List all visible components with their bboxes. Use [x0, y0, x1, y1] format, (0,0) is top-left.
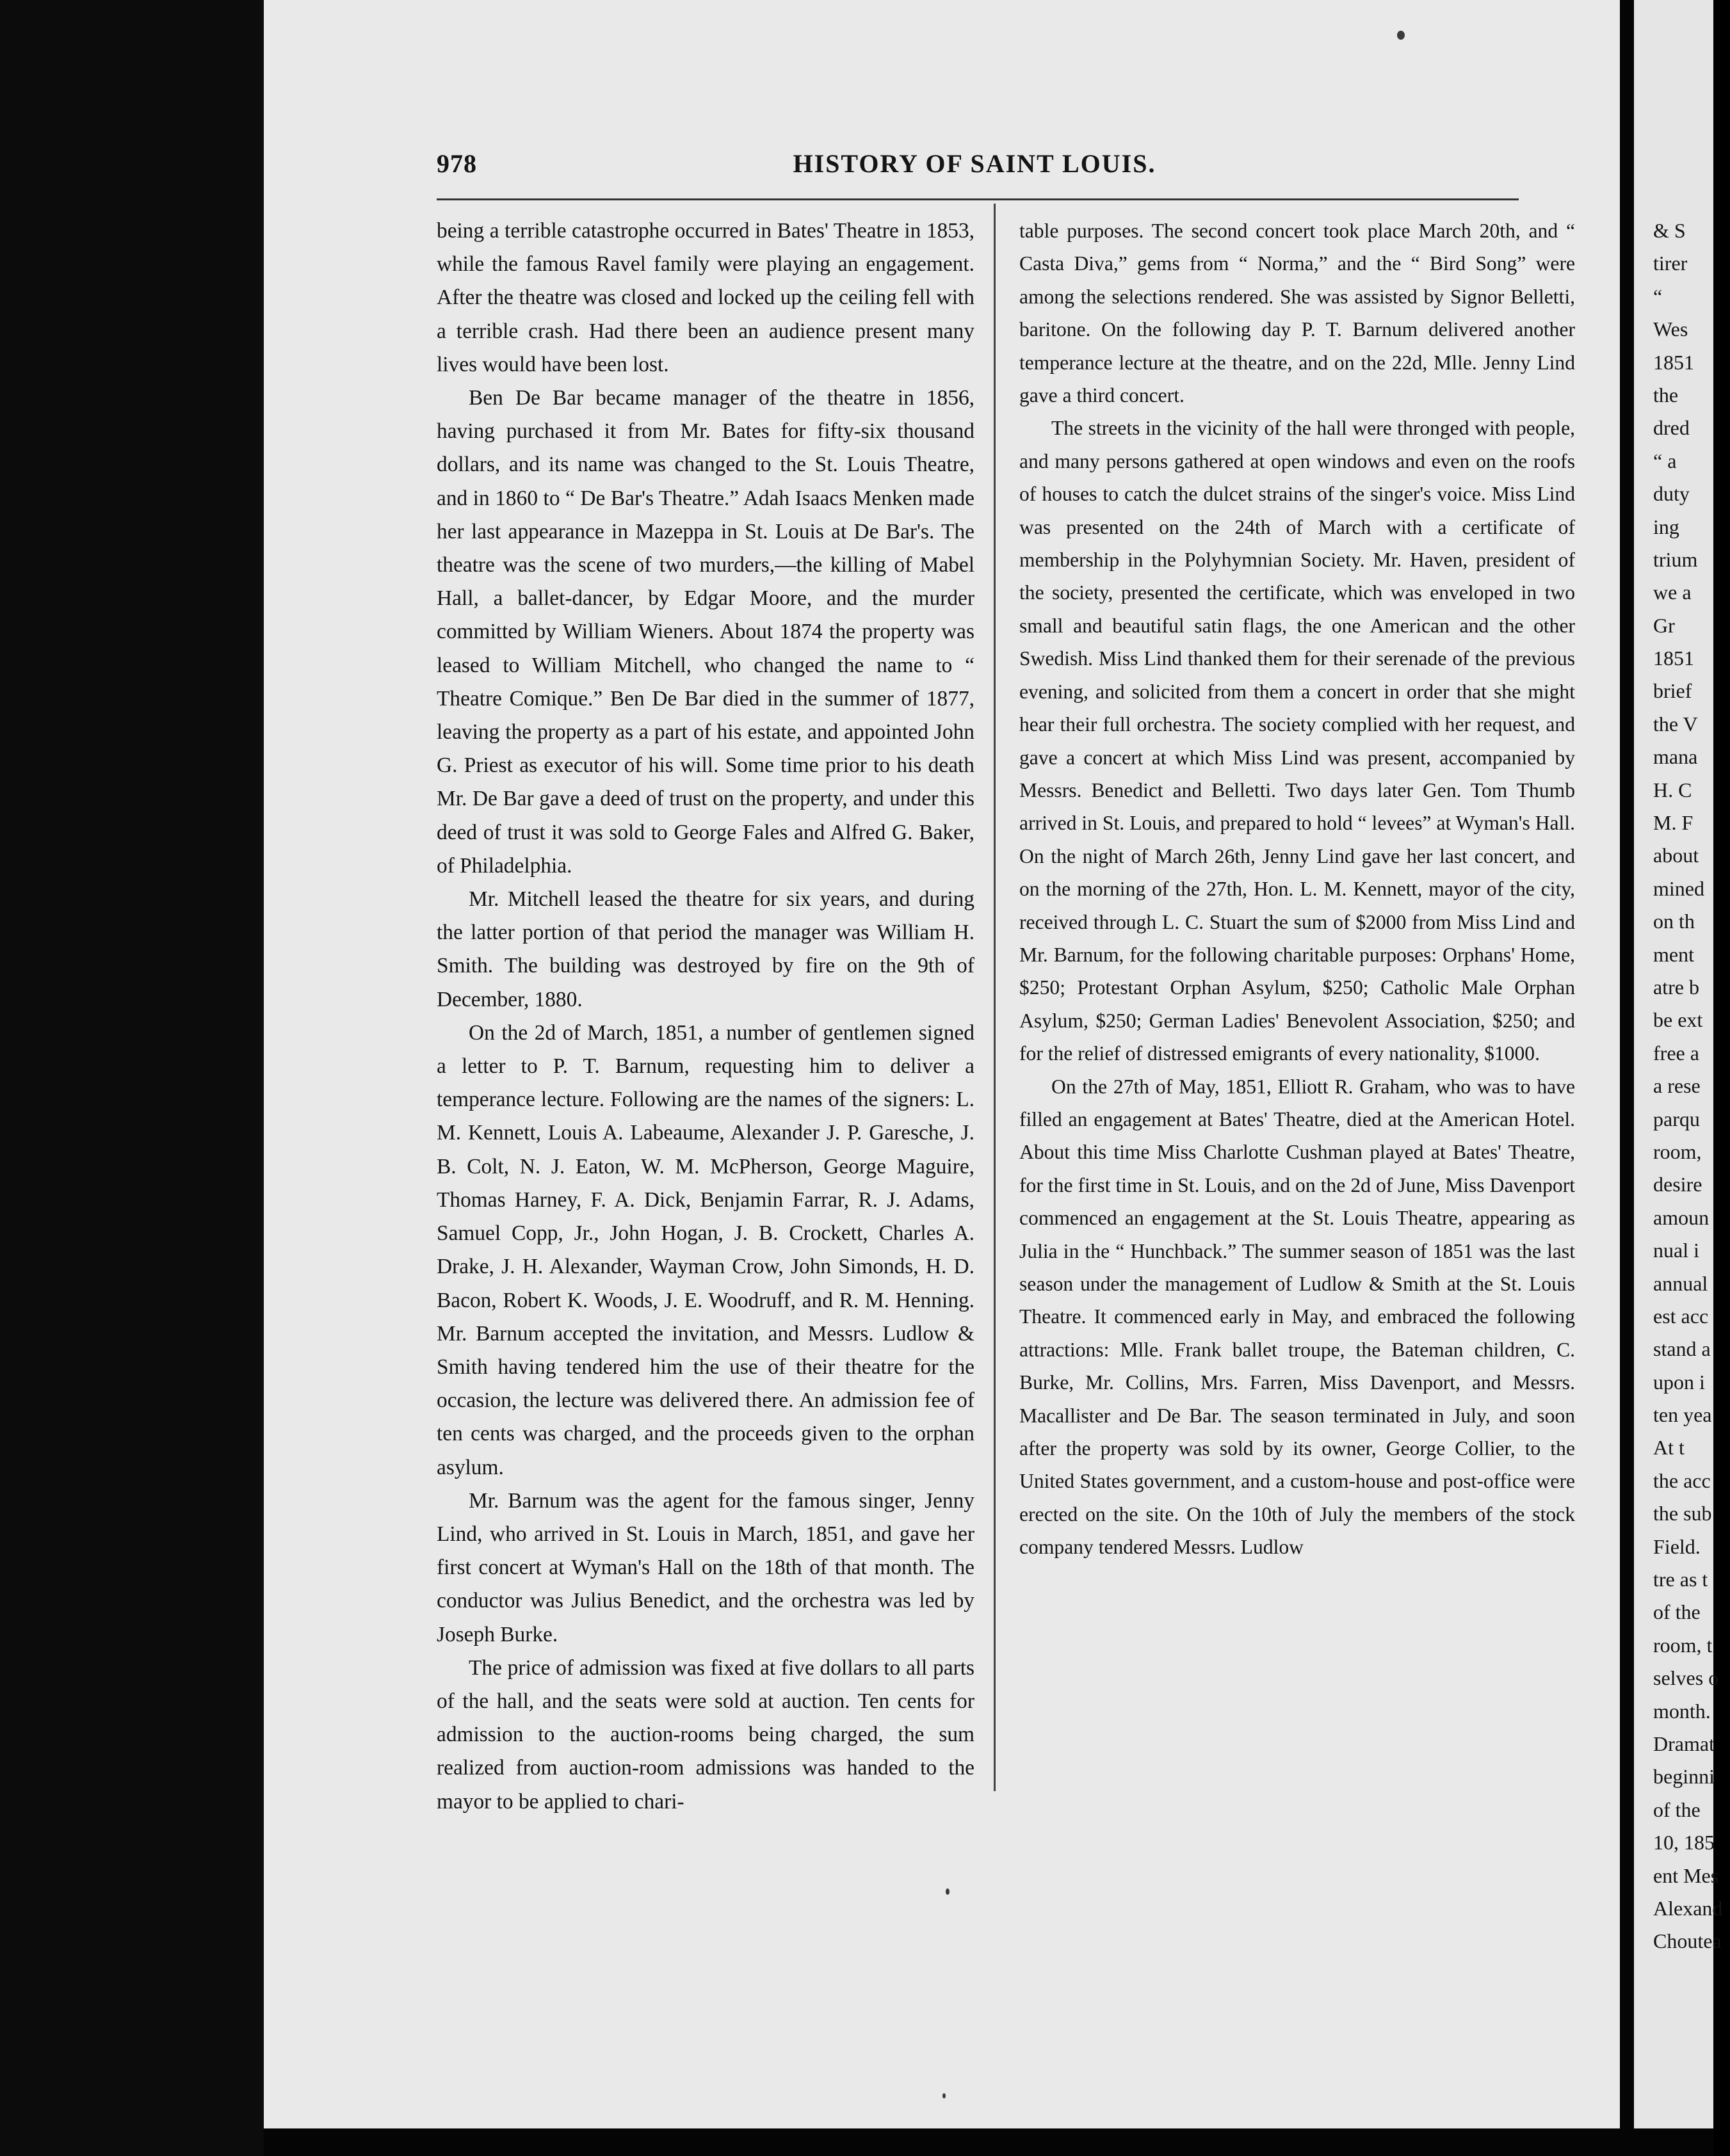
paragraph: On the 2d of March, 1851, a number of gentlemen signed a letter to P. T. Barnum, requesting him to deliver a temperance lecture. Following are the names of the signers: L. M. Kennett, Louis A. Labeaume, Alexander J. P. Garesche, J. B. Colt, N. J. Eaton, W. M. McPherson, George Maguire, Thomas Harney, F. A. Dick, Benjamin Farrar, R. J. Adams, Samuel Copp, Jr., John Hogan, J. B. Crockett, Charles A. Drake, J. H. Alexander, Wayman Crow, John Simonds, H. D. Bacon, Robert K. Woods, J. E. Woodruff, and R. M. Henning. Mr. Barnum accepted the invitation, and Messrs. Ludlow & Smith having tendered him the use of their theatre for the occasion, the lecture was delivered there. An admission fee of ten cents was charged, and the proceeds given to the orphan asylum.: [437, 1020, 974, 1479]
text-fragment: room,: [1653, 1139, 1702, 1163]
running-title: HISTORY OF SAINT LOUIS.: [793, 149, 1156, 178]
paragraph: The streets in the vicinity of the hall were thronged with people, and many persons gathered at open windows and even on the roofs of houses to catch the dulcet strains of the singer's voice. Miss Lind was presented on the 24th of March with a certificate of membership in the Polyhymnian Society. Mr. Haven, president of the society, presented the certificate, which was enveloped in two small and beautiful satin flags, the one American and the other Swedish. Miss Lind thanked them for their serenade of the previous evening, and solicited from them a concert in order that she might hear their full orchestra. The society complied with her request, and gave a concert at which Miss Lind was present, accompanied by Messrs. Benedict and Belletti. Two days later Gen. Tom Thumb arrived in St. Louis, and prepared to hold “ levees” at Wyman's Hall. On the night of March 26th, Jenny Lind gave her last concert, and on the morning of the 27th, Hon. L. M. Kennett, mayor of the city, received through L. C. Stuart the sum of $2000 from Miss Lind and Mr. Barnum, for the following charitable purposes: Orphans' Home, $250; Protestant Orphan Asylum, $250; Catholic Male Orphan Asylum, $250; German Ladies' Benevolent Association, $250; and for the relief of distressed emigrants of every nationality, $1000.: [1019, 417, 1575, 1065]
text-fragment: upon i: [1653, 1370, 1705, 1394]
text-fragment: Alexand: [1653, 1896, 1723, 1920]
header-rule: [437, 198, 1519, 200]
scan-dark-margin-bottom: [264, 2128, 1713, 2156]
text-fragment: mana: [1653, 745, 1698, 769]
text-fragment: a rese: [1653, 1074, 1701, 1098]
page-978: [264, 0, 1634, 2156]
text-column-right: [1019, 214, 1575, 1564]
text-fragment: est acc: [1653, 1304, 1709, 1328]
next-page-edge: [1634, 0, 1723, 2156]
text-column-left: [437, 214, 974, 1819]
text-fragment: H. C: [1653, 778, 1692, 801]
text-fragment: the: [1653, 383, 1679, 406]
page-header: [437, 149, 1512, 193]
paragraph: Mr. Mitchell leased the theatre for six years, and during the latter portion of that period the manager was William H. Smith. The building was destroyed by fire on the 9th of December, 1880.: [437, 887, 974, 1011]
text-fragment: Field.: [1653, 1534, 1701, 1558]
text-fragment: we a: [1653, 581, 1692, 604]
text-fragment: ing: [1653, 515, 1679, 538]
paragraph: The price of admission was fixed at five dollars to all parts of the hall, and the seats were sold at auction. Ten cents for admission to the auction-rooms being charged, the sum realized from auction-room admissions was handed to the mayor to be applied to chari-: [437, 1655, 974, 1814]
text-fragment: the sub: [1653, 1502, 1712, 1525]
next-page-fragments: [1653, 214, 1730, 1958]
text-fragment: ment: [1653, 942, 1694, 966]
text-fragment: of the: [1653, 1798, 1701, 1821]
scan-dark-margin-left: [0, 0, 264, 2156]
text-fragment: amoun: [1653, 1205, 1710, 1229]
text-fragment: Gr: [1653, 613, 1675, 637]
text-fragment: ten yea: [1653, 1403, 1712, 1427]
text-fragment: & S: [1653, 219, 1686, 242]
text-fragment: “ a: [1653, 449, 1677, 472]
text-fragment: stand a: [1653, 1337, 1711, 1361]
text-fragment: duty: [1653, 482, 1690, 506]
text-fragment: free a: [1653, 1041, 1699, 1065]
text-fragment: on th: [1653, 910, 1695, 933]
scan-speck: [946, 1888, 950, 1895]
text-fragment: “: [1653, 284, 1663, 308]
paragraph: On the 27th of May, 1851, Elliott R. Graham, who was to have filled an engagement at Bates' Theatre, died at the American Hotel. About this time Miss Charlotte Cushman played at Bates' Theatre, for the first time in St. Louis, and on the 2d of June, Miss Davenport commenced an engagement at the St. Louis Theatre, appearing as Julia in the “ Hunchback.” The summer season of 1851 was the last season under the management of Ludlow & Smith at the St. Louis Theatre. It commenced early in May, and embraced the following attractions: Mlle. Frank ballet troupe, the Bateman children, C. Burke, Mr. Collins, Mrs. Farren, Miss Davenport, and Messrs. Macallister and De Bar. The season terminated in July, and soon after the property was sold by its owner, George Collier, to the United States government, and a custom-house and post-office were erected on the site. On the 10th of July the members of the stock company tendered Messrs. Ludlow: [1019, 1075, 1575, 1559]
text-fragment: selves o: [1653, 1666, 1719, 1690]
scan-speck: [942, 2093, 946, 2098]
text-fragment: At t: [1653, 1436, 1685, 1460]
book-gutter: [1620, 0, 1634, 2156]
paragraph: Ben De Bar became manager of the theatre in 1856, having purchased it from Mr. Bates for fifty-six thousand dollars, and its name was changed to the St. Louis Theatre, and in 1860 to “ De Bar's Theatre.” Adah Isaacs Menken made her last appearance in Mazeppa in St. Louis at De Bar's. The theatre was the scene of two murders,—the killing of Mabel Hall, a ballet-dancer, by Edgar Moore, and the murder committed by William Wieners. About 1874 the property was leased to William Mitchell, who changed the name to “ Theatre Comique.” Ben De Bar died in the summer of 1877, leaving the property as a part of his estate, and appointed John G. Priest as executor of his will. Some time prior to his death Mr. De Bar gave a deed of trust on the property, and under this deed of trust it was sold to George Fales and Alfred G. Baker, of Philadelphia.: [437, 386, 974, 878]
text-fragment: Choutea: [1653, 1929, 1722, 1953]
paragraph: table purposes. The second concert took place March 20th, and “ Casta Diva,” gems from “ Norma,” and the “ Bird Song” were among the selections rendered. She was assisted by Signor Belletti, baritone. On the following day P. T. Barnum delivered another temperance lecture at the theatre, and on the 22d, Mlle. Jenny Lind gave a third concert.: [1019, 220, 1575, 407]
text-fragment: nual i: [1653, 1239, 1699, 1262]
scan-speck: [1397, 31, 1405, 40]
text-fragment: desire: [1653, 1173, 1702, 1196]
page-number: 978: [437, 149, 477, 178]
paragraph: being a terrible catastrophe occurred in Bates' Theatre in 1853, while the famous Ravel family were playing an engagement. After the theatre was closed and locked up the ceiling fell with a terrible crash. Had there been an audience present many lives would have been lost.: [437, 219, 974, 376]
text-fragment: trium: [1653, 547, 1698, 571]
text-fragment: of the: [1653, 1600, 1701, 1624]
text-fragment: annual: [1653, 1271, 1708, 1295]
column-divider: [994, 204, 996, 1791]
text-fragment: dred: [1653, 416, 1690, 440]
text-fragment: ent Mes: [1653, 1863, 1719, 1887]
text-fragment: room, t: [1653, 1633, 1713, 1657]
text-fragment: tre as t: [1653, 1568, 1708, 1591]
text-fragment: atre b: [1653, 975, 1699, 999]
paragraph: Mr. Barnum was the agent for the famous singer, Jenny Lind, who arrived in St. Louis in March, 1851, and gave her first concert at Wyman's Hall on the 18th of that month. The conductor was Julius Benedict, and the orchestra was led by Joseph Burke.: [437, 1488, 974, 1646]
text-fragment: the V: [1653, 712, 1698, 736]
text-fragment: about: [1653, 844, 1699, 867]
text-fragment: M. F: [1653, 811, 1694, 835]
text-fragment: 10, 185: [1653, 1831, 1715, 1854]
text-fragment: month.: [1653, 1699, 1711, 1723]
text-fragment: 1851: [1653, 350, 1694, 374]
text-fragment: Dramat: [1653, 1732, 1715, 1755]
text-fragment: mined: [1653, 876, 1704, 900]
text-fragment: tirer: [1653, 252, 1688, 275]
text-fragment: brief: [1653, 679, 1692, 703]
text-fragment: the acc: [1653, 1468, 1711, 1492]
text-fragment: beginni: [1653, 1765, 1715, 1789]
text-fragment: parqu: [1653, 1107, 1700, 1130]
text-fragment: 1851: [1653, 647, 1694, 670]
text-fragment: Wes: [1653, 318, 1688, 341]
text-fragment: be ext: [1653, 1008, 1703, 1032]
